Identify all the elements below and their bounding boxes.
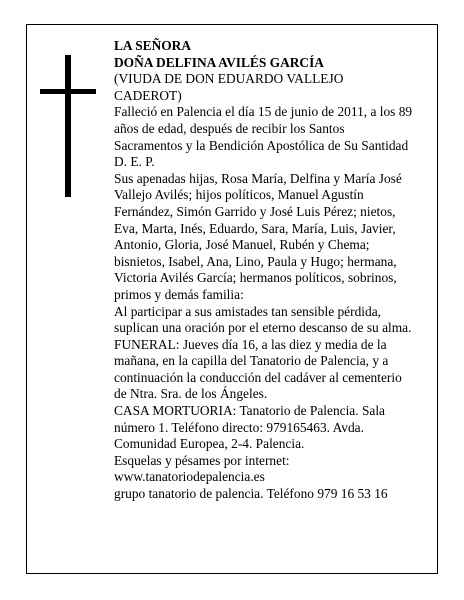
cross-horizontal-bar xyxy=(40,89,96,94)
paragraph-funeral-home xyxy=(114,403,414,453)
obituary-subheader xyxy=(114,71,414,104)
text-line: años de edad, después de recibir los Santos xyxy=(114,120,345,136)
paragraph-prayer xyxy=(114,304,414,337)
text-line: primos y demás familia: xyxy=(114,286,244,302)
text-line: Esquelas y pésames por internet: xyxy=(114,452,290,468)
text-line: FUNERAL: Jueves día 16, a las diez y media de la xyxy=(114,336,387,352)
text-line: número 1. Teléfono directo: 979165463. Avda. xyxy=(114,419,364,435)
header-name: DOÑA DELFINA AVILÉS GARCÍA xyxy=(114,54,324,70)
text-line: Vallejo Avilés; hijos políticos, Manuel Agustín xyxy=(114,187,364,203)
text-line: mañana, en la capilla del Tanatorio de Palencia, y a xyxy=(114,353,389,369)
text-line: D. E. P. xyxy=(114,154,155,170)
website-link[interactable]: www.tanatoriodepalencia.es xyxy=(114,469,265,485)
cross-icon xyxy=(40,55,96,197)
text-line: Falleció en Palencia el día 15 de junio de 2011, a los 89 xyxy=(114,104,413,120)
text-line: bisnietos, Isabel, Ana, Lino, Paula y Hugo; hermana, xyxy=(114,253,397,269)
paragraph-funeral xyxy=(114,337,414,403)
text-line: Sacramentos y la Bendición Apostólica de Su Santidad xyxy=(114,137,409,153)
header-widow-line2: CADEROT) xyxy=(114,87,182,103)
paragraph-death-notice xyxy=(114,104,414,170)
paragraph-contact xyxy=(114,453,414,503)
text-line: continuación la conducción del cadáver al cementerio xyxy=(114,369,402,385)
text-line: Fernández, Simón Garrido y José Luis Pérez; nietos, xyxy=(114,203,396,219)
text-line: suplican una oración por el eterno descanso de su alma. xyxy=(114,320,412,336)
text-line: Antonio, Gloria, José Manuel, Rubén y Chema; xyxy=(114,237,370,253)
text-line: de Ntra. Sra. de los Ángeles. xyxy=(114,386,268,402)
text-line: Victoria Avilés García; hermanos políticos, sobrinos, xyxy=(114,270,397,286)
text-line: Comunidad Europea, 2-4. Palencia. xyxy=(114,436,305,452)
text-line: CASA MORTUORIA: Tanatorio de Palencia. Sala xyxy=(114,403,385,419)
paragraph-family xyxy=(114,171,414,304)
obituary-text xyxy=(114,38,414,503)
text-line: Sus apenadas hijas, Rosa María, Delfina y María José xyxy=(114,170,402,186)
header-widow-line1: (VIUDA DE DON EDUARDO VALLEJO xyxy=(114,71,344,87)
text-line: grupo tanatorio de palencia. Teléfono 979 16 53 16 xyxy=(114,486,388,502)
obituary-header xyxy=(114,38,414,71)
cross-vertical-bar xyxy=(65,55,71,197)
header-title: LA SEÑORA xyxy=(114,38,192,53)
text-line: Eva, Marta, Inés, Eduardo, Sara, María, Luis, Javier, xyxy=(114,220,396,236)
text-line: Al participar a sus amistades tan sensible pérdida, xyxy=(114,303,381,319)
